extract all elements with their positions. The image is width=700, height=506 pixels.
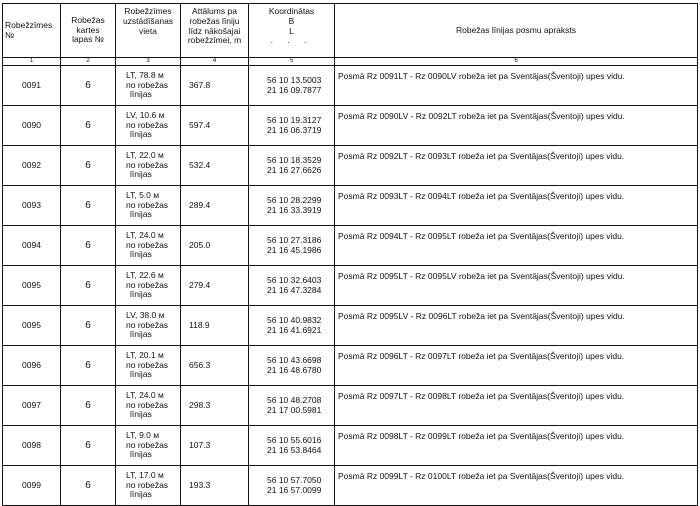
distance-cell bbox=[181, 306, 249, 346]
coordinates-l-text: 21 16 47.3284 bbox=[267, 284, 322, 295]
coordinates-l-text: 21 16 57.0099 bbox=[267, 484, 322, 495]
coordinates-cell bbox=[249, 266, 335, 306]
header-coordinates-l: L bbox=[289, 25, 294, 36]
coordinates-l-text: 21 17 00.5981 bbox=[267, 404, 322, 415]
distance-cell bbox=[181, 466, 249, 506]
description-cell bbox=[335, 386, 698, 426]
coordinates-b-text: 56 10 18.3529 bbox=[267, 154, 322, 165]
marker-number-cell bbox=[3, 386, 61, 426]
map-sheet-cell bbox=[61, 266, 116, 306]
marker-number-id-text: 0094 bbox=[22, 239, 41, 250]
description-desc-text: Posmā Rz 0090LV - Rz 0092LT robeža iet pa Sventājas(Šventoji) upes vidu. bbox=[338, 111, 625, 121]
map-sheet-cell bbox=[61, 386, 116, 426]
description-cell bbox=[335, 66, 698, 106]
marker-number-cell bbox=[3, 466, 61, 506]
description-desc-text: Posmā Rz 0095LT - Rz 0095LV robeža iet pa Sventājas(Šventoji) upes vidu. bbox=[338, 271, 625, 281]
description-desc-text: Posmā Rz 0092LT - Rz 0093LT robeža iet pa Sventājas(Šventoji) upes vidu. bbox=[338, 151, 625, 161]
install-location-cell bbox=[116, 386, 181, 426]
install-location-loc1-text: LT, 78.8 м bbox=[126, 70, 164, 81]
description-cell bbox=[335, 226, 698, 266]
install-location-loc3-text: līnijas bbox=[130, 249, 152, 260]
boundary-table-sheet bbox=[2, 3, 697, 506]
coordinates-l-text: 21 16 33.3919 bbox=[267, 204, 322, 215]
coordinates-l-text: 21 16 48.6780 bbox=[267, 364, 322, 375]
install-location-loc3-text: līnijas bbox=[130, 89, 152, 100]
install-location-loc2-text: no robežas bbox=[126, 359, 169, 370]
install-location-loc3-text: līnijas bbox=[130, 289, 152, 300]
map-sheet-sheet-text: 6 bbox=[85, 439, 91, 451]
map-sheet-cell bbox=[61, 186, 116, 226]
install-location-loc2-text: no robežas bbox=[126, 479, 169, 490]
table-row bbox=[3, 186, 698, 226]
map-sheet-sheet-text: 6 bbox=[85, 79, 91, 91]
description-cell bbox=[335, 186, 698, 226]
table-row bbox=[3, 106, 698, 146]
coordinates-cell bbox=[249, 306, 335, 346]
install-location-loc3-text: līnijas bbox=[130, 209, 152, 220]
coordinates-b-text: 56 10 32.6403 bbox=[267, 274, 322, 285]
coordinates-cell bbox=[249, 226, 335, 266]
marker-number-id-text: 0091 bbox=[22, 79, 41, 90]
map-sheet-sheet-text: 6 bbox=[85, 319, 91, 331]
marker-number-cell bbox=[3, 146, 61, 186]
install-location-cell bbox=[116, 346, 181, 386]
description-desc-text: Posmā Rz 0093LT - Rz 0094LT robeža iet pa Sventājas(Šventoji) upes vidu. bbox=[338, 191, 625, 201]
install-location-cell bbox=[116, 306, 181, 346]
header-distance-line: Attālums pa bbox=[192, 6, 237, 16]
install-location-loc2-text: no robežas bbox=[126, 399, 169, 410]
install-location-loc1-text: LT, 20.1 м bbox=[126, 350, 164, 361]
header-install-location-line: vieta bbox=[139, 25, 157, 36]
header-install-location-line: uzstādīšanas bbox=[122, 15, 174, 26]
header-distance-line: robežzīmei, m bbox=[187, 35, 242, 46]
distance-dist-text: 107.3 bbox=[189, 439, 211, 450]
column-number: 2 bbox=[61, 58, 116, 66]
marker-number-cell bbox=[3, 186, 61, 226]
install-location-loc1-text: LV, 10.6 м bbox=[126, 110, 165, 121]
table-row bbox=[3, 66, 698, 106]
description-desc-text: Posmā Rz 0097LT - Rz 0098LT robeža iet pa Sventājas(Šventoji) upes vidu. bbox=[338, 391, 625, 401]
marker-number-id-text: 0098 bbox=[22, 439, 41, 450]
header-marker-number: Robežzīmes № bbox=[3, 4, 61, 58]
distance-dist-text: 118.9 bbox=[189, 319, 210, 330]
install-location-cell bbox=[116, 146, 181, 186]
boundary-markers-table bbox=[2, 3, 698, 506]
install-location-loc3-text: līnijas bbox=[130, 489, 152, 500]
coordinates-b-text: 56 10 27.3186 bbox=[267, 234, 322, 245]
marker-number-id-text: 0092 bbox=[22, 159, 41, 170]
table-row bbox=[3, 146, 698, 186]
table-body bbox=[3, 66, 698, 506]
coordinates-b-text: 56 10 19.3127 bbox=[267, 114, 322, 125]
header-row bbox=[3, 4, 698, 58]
map-sheet-sheet-text: 6 bbox=[85, 399, 91, 411]
coordinates-cell bbox=[249, 346, 335, 386]
distance-cell bbox=[181, 106, 249, 146]
coordinates-b-text: 56 10 28.2299 bbox=[267, 194, 322, 205]
description-cell bbox=[335, 106, 698, 146]
install-location-loc3-text: līnijas bbox=[130, 409, 152, 420]
map-sheet-sheet-text: 6 bbox=[85, 359, 91, 371]
install-location-loc2-text: no robežas bbox=[126, 279, 169, 290]
map-sheet-cell bbox=[61, 346, 116, 386]
install-location-loc2-text: no robežas bbox=[126, 159, 169, 170]
marker-number-cell bbox=[3, 226, 61, 266]
map-sheet-cell bbox=[61, 466, 116, 506]
map-sheet-sheet-text: 6 bbox=[85, 279, 91, 291]
coordinates-l-text: 21 16 06.3719 bbox=[267, 124, 322, 135]
install-location-cell bbox=[116, 106, 181, 146]
install-location-loc2-text: no robežas bbox=[126, 119, 169, 130]
description-desc-text: Posmā Rz 0096LT - Rz 0097LT robeža iet pa Sventājas(Šventoji) upes vidu. bbox=[338, 351, 625, 361]
coordinates-cell bbox=[249, 466, 335, 506]
distance-cell bbox=[181, 146, 249, 186]
install-location-loc1-text: LT, 24.0 м bbox=[126, 230, 164, 241]
coordinates-cell bbox=[249, 66, 335, 106]
header-coordinates bbox=[249, 4, 335, 58]
distance-dist-text: 656.3 bbox=[189, 359, 211, 370]
coordinates-l-text: 21 16 45.1986 bbox=[267, 244, 322, 255]
header-description: Robežas līnijas posmu apraksts bbox=[335, 4, 698, 58]
map-sheet-cell bbox=[61, 226, 116, 266]
header-distance-line: līdz nākošajai bbox=[188, 25, 241, 36]
header-map-sheet-line: kartes bbox=[76, 24, 100, 35]
description-desc-text: Posmā Rz 0091LT - Rz 0090LV robeža iet pa Sventājas(Šventoji) upes vidu. bbox=[338, 71, 625, 81]
coordinates-b-text: 56 10 40.9832 bbox=[267, 314, 322, 325]
marker-number-id-text: 0095 bbox=[22, 279, 41, 290]
map-sheet-cell bbox=[61, 66, 116, 106]
install-location-loc2-text: no robežas bbox=[126, 199, 169, 210]
marker-number-id-text: 0095 bbox=[22, 319, 41, 330]
map-sheet-sheet-text: 6 bbox=[85, 159, 91, 171]
map-sheet-sheet-text: 6 bbox=[85, 199, 91, 211]
distance-cell bbox=[181, 346, 249, 386]
marker-number-cell bbox=[3, 266, 61, 306]
map-sheet-cell bbox=[61, 146, 116, 186]
distance-cell bbox=[181, 386, 249, 426]
map-sheet-cell bbox=[61, 306, 116, 346]
coordinates-b-text: 56 10 55.6016 bbox=[267, 434, 322, 445]
coordinates-cell bbox=[249, 386, 335, 426]
distance-cell bbox=[181, 226, 249, 266]
column-number: 3 bbox=[116, 58, 181, 66]
distance-dist-text: 532.4 bbox=[189, 159, 211, 170]
install-location-loc3-text: līnijas bbox=[130, 369, 152, 380]
description-cell bbox=[335, 266, 698, 306]
install-location-loc1-text: LT, 22.6 м bbox=[126, 270, 164, 281]
install-location-loc3-text: līnijas bbox=[130, 169, 152, 180]
header-map-sheet-line: Robežas bbox=[71, 14, 105, 25]
description-desc-text: Posmā Rz 0094LT - Rz 0095LT robeža iet pa Sventājas(Šventoji) upes vidu. bbox=[338, 231, 625, 241]
coordinates-l-text: 21 16 53.8464 bbox=[267, 444, 322, 455]
header-install-location bbox=[116, 4, 181, 58]
coordinates-cell bbox=[249, 186, 335, 226]
header-install-location-line: Robežzīmes bbox=[124, 6, 172, 16]
distance-cell bbox=[181, 66, 249, 106]
coordinates-l-text: 21 16 27.6626 bbox=[267, 164, 322, 175]
install-location-loc1-text: LT, 22.0 м bbox=[126, 150, 164, 161]
install-location-loc2-text: no robežas bbox=[126, 79, 169, 90]
map-sheet-cell bbox=[61, 106, 116, 146]
marker-number-cell bbox=[3, 306, 61, 346]
header-coordinates-title: Koordinātas bbox=[268, 6, 315, 16]
install-location-loc1-text: LV, 38.0 м bbox=[126, 310, 165, 321]
coordinates-cell bbox=[249, 146, 335, 186]
marker-number-cell bbox=[3, 346, 61, 386]
install-location-loc2-text: no robežas bbox=[126, 239, 169, 250]
install-location-loc1-text: LT, 5.0 м bbox=[126, 190, 160, 201]
marker-number-id-text: 0099 bbox=[22, 479, 41, 490]
map-sheet-sheet-text: 6 bbox=[85, 119, 91, 131]
table-row bbox=[3, 266, 698, 306]
marker-number-cell bbox=[3, 106, 61, 146]
install-location-loc3-text: līnijas bbox=[130, 329, 152, 340]
table-row bbox=[3, 466, 698, 506]
map-sheet-sheet-text: 6 bbox=[85, 239, 91, 251]
header-map-sheet-line: lapas № bbox=[72, 34, 104, 45]
distance-dist-text: 289.4 bbox=[189, 199, 211, 210]
distance-dist-text: 205.0 bbox=[189, 239, 211, 250]
table-row bbox=[3, 226, 698, 266]
description-desc-text: Posmā Rz 0095LV - Rz 0096LT robeža iet pa Sventājas(Šventoji) upes vidu. bbox=[338, 311, 625, 321]
marker-number-cell bbox=[3, 66, 61, 106]
table-row bbox=[3, 306, 698, 346]
table-row bbox=[3, 346, 698, 386]
coordinates-b-text: 56 10 13.5003 bbox=[267, 74, 322, 85]
distance-dist-text: 597.4 bbox=[189, 119, 211, 130]
coordinates-b-text: 56 10 48.2708 bbox=[267, 394, 322, 405]
install-location-loc3-text: līnijas bbox=[130, 449, 152, 460]
distance-dist-text: 279.4 bbox=[189, 279, 211, 290]
install-location-cell bbox=[116, 66, 181, 106]
install-location-cell bbox=[116, 266, 181, 306]
distance-cell bbox=[181, 266, 249, 306]
column-number: 6 bbox=[335, 58, 698, 66]
description-desc-text: Posmā Rz 0098LT - Rz 0099LT robeža iet pa Sventājas(Šventoji) upes vidu. bbox=[338, 431, 625, 441]
marker-number-id-text: 0093 bbox=[22, 199, 41, 210]
description-cell bbox=[335, 346, 698, 386]
install-location-loc2-text: no robežas bbox=[126, 439, 169, 450]
header-distance-line: robežas līniju bbox=[189, 15, 240, 26]
column-number: 4 bbox=[181, 58, 249, 66]
header-coordinates-dots: . . . bbox=[270, 35, 313, 46]
column-number: 1 bbox=[3, 58, 61, 66]
description-cell bbox=[335, 146, 698, 186]
coordinates-l-text: 21 16 41.6921 bbox=[267, 324, 322, 335]
install-location-loc2-text: no robežas bbox=[126, 319, 169, 330]
install-location-loc1-text: LT, 24.0 м bbox=[126, 390, 164, 401]
distance-dist-text: 193.3 bbox=[189, 479, 211, 490]
distance-cell bbox=[181, 186, 249, 226]
header-distance bbox=[181, 4, 249, 58]
table-row bbox=[3, 386, 698, 426]
install-location-loc3-text: līnijas bbox=[130, 129, 152, 140]
install-location-cell bbox=[116, 186, 181, 226]
marker-number-id-text: 0090 bbox=[22, 119, 41, 130]
marker-number-id-text: 0096 bbox=[22, 359, 41, 370]
column-number-row bbox=[3, 58, 698, 66]
coordinates-b-text: 56 10 43.6698 bbox=[267, 354, 322, 365]
marker-number-id-text: 0097 bbox=[22, 399, 41, 410]
install-location-loc1-text: LT, 9.0 м bbox=[126, 430, 160, 441]
map-sheet-sheet-text: 6 bbox=[85, 479, 91, 491]
header-coordinates-b: B bbox=[288, 15, 295, 26]
install-location-cell bbox=[116, 466, 181, 506]
header-map-sheet bbox=[61, 4, 116, 58]
description-cell bbox=[335, 306, 698, 346]
description-desc-text: Posmā Rz 0099LT - Rz 0100LT robeža iet pa Sventājas(Šventoji) upes vidu. bbox=[338, 471, 625, 481]
coordinates-cell bbox=[249, 106, 335, 146]
distance-dist-text: 367.8 bbox=[189, 79, 211, 90]
install-location-loc1-text: LT, 17.0 м bbox=[126, 470, 164, 481]
coordinates-b-text: 56 10 57.7050 bbox=[267, 474, 322, 485]
coordinates-l-text: 21 16 09.7877 bbox=[267, 84, 322, 95]
description-cell bbox=[335, 466, 698, 506]
install-location-cell bbox=[116, 226, 181, 266]
distance-dist-text: 298.3 bbox=[189, 399, 211, 410]
column-number: 5 bbox=[249, 58, 335, 66]
